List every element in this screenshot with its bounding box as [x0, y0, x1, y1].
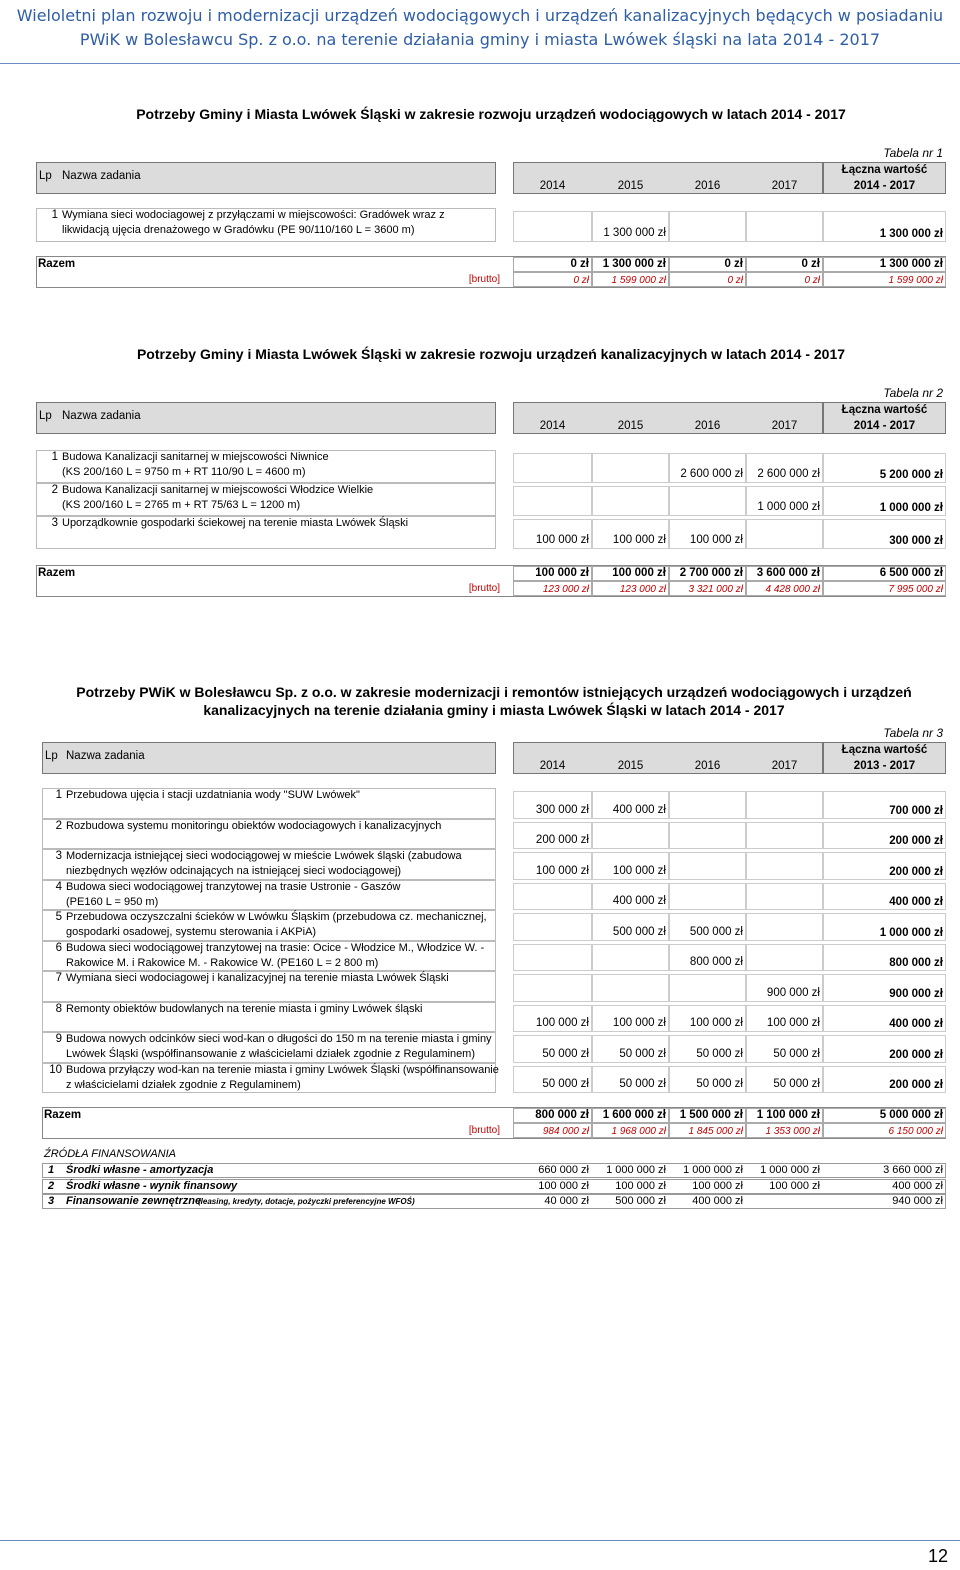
row-name-line-2: Rakowice M. i Rakowice M. - Rakowice W. (PE160 L = 2 800 m): [66, 956, 379, 969]
row-name-line-1: Budowa sieci wodociągowej tranzytowej na trasie: Ocice - Włodzice M., Włodzice W. -: [66, 941, 485, 954]
row-name-line-2: (PE160 L = 950 m): [66, 895, 159, 908]
row-value: 2 600 000 zł: [757, 468, 820, 480]
value-cell: [669, 486, 746, 516]
row-value: 2 600 000 zł: [680, 468, 743, 480]
table-number: Tabela nr 2: [883, 386, 943, 400]
row-name-line-1: Wymiana sieci wodociagowej z przyłączami w miejscowości: Gradówek wraz z: [62, 209, 445, 221]
row-value: 300 000 zł: [535, 803, 589, 816]
row-lp: 10: [49, 1063, 62, 1076]
row-value: 800 000 zł: [689, 956, 743, 968]
header-year: 2015: [617, 760, 644, 772]
header-total-years: 2014 - 2017: [853, 420, 916, 432]
table-title: Potrzeby Gminy i Miasta Lwówek Śląski w zakresie rozwoju urządzeń wodociągowych w latach 2014 - 2017: [136, 106, 846, 122]
header-year: 2014: [539, 180, 566, 192]
row-name-line-2: (KS 200/160 L = 9750 m + RT 110/90 L = 4600 m): [62, 466, 306, 478]
brutto-label: [brutto]: [468, 274, 500, 285]
header-total-years: 2014 - 2017: [853, 180, 916, 192]
sum-value: 3 600 000 zł: [756, 567, 820, 579]
financing-value: 100 000 zł: [769, 1179, 820, 1192]
row-lp: 3: [51, 517, 58, 529]
financing-value: 400 000 zł: [692, 1195, 743, 1207]
row-value: 1 300 000 zł: [603, 227, 666, 239]
header-year: 2017: [771, 760, 798, 772]
header-year: 2014: [539, 420, 566, 432]
header-year: 2017: [771, 420, 798, 432]
row-value: 100 000 zł: [766, 1017, 820, 1029]
value-cell: [513, 486, 592, 516]
sum-value: 1 100 000 zł: [756, 1109, 820, 1121]
brutto-value: 0 zł: [804, 275, 820, 286]
header-year: 2017: [771, 180, 798, 192]
row-total: 200 000 zł: [889, 1079, 943, 1091]
value-cell: [746, 883, 823, 911]
header-name: Nazwa zadania: [62, 170, 141, 182]
row-total: 1 300 000 zł: [879, 228, 943, 240]
row-value: 400 000 zł: [612, 895, 666, 907]
table-title-line-1: Potrzeby PWiK w Bolesławcu Sp. z o.o. w zakresie modernizacji i remontów istniejących urządzeń wodociągowych i urządzeń: [76, 684, 912, 700]
row-lp: 8: [55, 1002, 62, 1015]
brutto-value: 1 845 000 zł: [688, 1126, 743, 1137]
value-cell: [669, 883, 746, 911]
financing-lp: 2: [48, 1179, 55, 1192]
row-lp: 2: [55, 819, 62, 832]
row-name-line-2: gospodarki osadowej, systemu sterowania i AKPiA): [66, 926, 317, 938]
value-cell: [513, 944, 592, 972]
financing-value: 1 000 000 zł: [760, 1164, 820, 1176]
financing-total: 400 000 zł: [892, 1179, 943, 1192]
row-total: 1 000 000 zł: [879, 502, 943, 514]
header-total-label: Łączna wartość: [841, 744, 928, 756]
header-lp: Lp: [39, 170, 52, 182]
row-lp: 4: [55, 880, 62, 893]
row-value: 100 000 zł: [535, 1017, 589, 1029]
brutto-value: 1 599 000 zł: [611, 275, 666, 286]
header-year: 2016: [694, 180, 721, 192]
page-header: [0, 0, 960, 64]
brutto-value: 4 428 000 zł: [765, 584, 820, 595]
financing-value: 500 000 zł: [615, 1195, 666, 1207]
razem-label: Razem: [38, 567, 76, 579]
value-cell: [669, 211, 746, 242]
sum-value: 800 000 zł: [535, 1109, 589, 1121]
value-cell: [746, 791, 823, 819]
sum-value: 0 zł: [801, 258, 820, 270]
row-value: 50 000 zł: [619, 1047, 666, 1060]
sum-value: 1 600 000 zł: [602, 1109, 666, 1121]
row-value: 50 000 zł: [542, 1078, 589, 1090]
value-cell: [669, 974, 746, 1002]
row-name-line-1: Przebudowa ujęcia i stacji uzdatniania wody "SUW Lwówek": [66, 789, 360, 801]
row-value: 100 000 zł: [689, 534, 743, 546]
sum-value: 2 700 000 zł: [679, 567, 743, 579]
financing-total: 3 660 000 zł: [883, 1164, 943, 1176]
row-name-line-1: Budowa Kanalizacji sanitarnej w miejscowości Niwnice: [62, 451, 329, 463]
sum-total: 6 500 000 zł: [879, 567, 943, 579]
financing-value: 1 000 000 zł: [683, 1164, 743, 1176]
brutto-value: 0 zł: [727, 275, 743, 286]
financing-value: 100 000 zł: [692, 1179, 743, 1192]
row-value: 500 000 zł: [612, 925, 666, 938]
row-value: 100 000 zł: [612, 1017, 666, 1029]
razem-label: Razem: [44, 1109, 82, 1121]
row-total: 300 000 zł: [889, 535, 943, 547]
row-name-line-2: niezbędnych węzłów odcinających na istniejącej sieci wodociągowej): [66, 865, 402, 877]
value-cell: [592, 486, 669, 516]
header-year: 2016: [694, 760, 721, 772]
header-year: 2014: [539, 760, 566, 772]
value-cell: [669, 791, 746, 819]
row-value: 200 000 zł: [535, 834, 589, 846]
row-value: 100 000 zł: [535, 534, 589, 546]
row-value: 50 000 zł: [619, 1078, 666, 1090]
row-value: 50 000 zł: [773, 1047, 820, 1060]
row-total: 900 000 zł: [889, 987, 943, 1000]
row-value: 100 000 zł: [535, 864, 589, 877]
financing-name: Środki własne - amortyzacja: [66, 1164, 214, 1176]
brutto-value: 0 zł: [573, 275, 589, 286]
row-lp: 5: [55, 911, 62, 923]
row-name-line-1: Budowa Kanalizacji sanitarnej w miejscowości Włodzice Wielkie: [62, 484, 374, 496]
header-total-label: Łączna wartość: [841, 164, 928, 176]
value-cell: [513, 453, 592, 483]
brutto-value: 1 353 000 zł: [765, 1126, 820, 1137]
row-lp: 2: [51, 484, 58, 496]
row-value: 50 000 zł: [696, 1047, 743, 1060]
row-lp: 1: [51, 209, 58, 221]
row-name-line-1: Budowa przyłączy wod-kan na terenie miasta i gminy Lwówek Śląski (współfinansowanie: [66, 1063, 499, 1076]
financing-title: ŹRÓDŁA FINANSOWANIA: [44, 1148, 177, 1160]
table-title: Potrzeby Gminy i Miasta Lwówek Śląski w zakresie rozwoju urządzeń kanalizacyjnych w latach 2014 - 2017: [136, 346, 846, 362]
value-cell: [746, 519, 823, 549]
financing-lp: 1: [48, 1164, 55, 1176]
financing-name: Środki własne - wynik finansowy: [66, 1179, 238, 1192]
row-name-line-1: Rozbudowa systemu monitoringu obiektów wodociagowych i kanalizacyjnych: [66, 819, 442, 832]
value-cell: [746, 822, 823, 850]
header-year: 2015: [617, 420, 644, 432]
brutto-value: 1 968 000 zł: [611, 1126, 666, 1137]
row-total: 5 200 000 zł: [879, 469, 943, 481]
sum-value: 1 300 000 zł: [602, 258, 666, 270]
table-title-line-2: kanalizacyjnych na terenie działania gminy i miasta Lwówek Śląski w latach 2014 - 2017: [203, 702, 785, 718]
sum-value: 1 500 000 zł: [679, 1109, 743, 1121]
footer-rule: [0, 1540, 960, 1541]
financing-name: Finansowanie zewnętrzne: [66, 1195, 202, 1207]
financing-value: 660 000 zł: [538, 1164, 589, 1176]
brutto-total: 7 995 000 zł: [888, 584, 943, 595]
page-number: 12: [927, 1546, 948, 1566]
brutto-value: 3 321 000 zł: [688, 584, 743, 595]
header-name: Nazwa zadania: [66, 750, 145, 762]
header-total-years: 2013 - 2017: [853, 760, 916, 772]
row-lp: 7: [55, 972, 62, 984]
financing-value: 1 000 000 zł: [606, 1164, 666, 1176]
row-name-line-2: Lwówek Śląski (współfinansowanie z właścicielami działek zgodnie z Regulaminem): [66, 1048, 476, 1060]
value-cell: [513, 211, 592, 242]
row-value: 100 000 zł: [612, 864, 666, 877]
value-cell: [513, 913, 592, 941]
razem-label: Razem: [38, 258, 76, 270]
row-total: 200 000 zł: [889, 835, 943, 847]
row-total: 400 000 zł: [889, 1018, 943, 1030]
value-cell: [669, 852, 746, 880]
header-year: 2016: [694, 420, 721, 432]
row-total: 700 000 zł: [889, 804, 943, 817]
value-cell: [592, 974, 669, 1002]
row-value: 50 000 zł: [773, 1078, 820, 1090]
row-lp: 9: [55, 1033, 62, 1045]
value-cell: [746, 913, 823, 941]
table-number: Tabela nr 1: [883, 146, 943, 160]
row-lp: 3: [55, 850, 62, 862]
row-name-line-1: Modernizacja istniejącej sieci wodociągowej w mieście Lwówek śląski (zabudowa: [66, 850, 462, 862]
row-value: 100 000 zł: [689, 1017, 743, 1029]
brutto-label: [brutto]: [468, 583, 500, 594]
financing-lp: 3: [48, 1195, 55, 1207]
header-total-label: Łączna wartość: [841, 404, 928, 416]
row-value: 900 000 zł: [766, 986, 820, 999]
row-name-line-2: z właścicielami działek zgodnie z Regulaminem): [66, 1078, 301, 1091]
row-value: 50 000 zł: [542, 1047, 589, 1060]
brutto-value: 984 000 zł: [542, 1126, 589, 1137]
value-cell: [746, 852, 823, 880]
row-name-line-1: Budowa nowych odcinków sieci wod-kan o długości do 150 m na terenie miasta i gminy: [66, 1033, 492, 1045]
row-value: 400 000 zł: [612, 803, 666, 816]
row-value: 100 000 zł: [612, 534, 666, 546]
row-name-line-1: Budowa sieci wodociągowej tranzytowej na trasie Ustronie - Gaszów: [66, 880, 401, 893]
row-name-line-1: Remonty obiektów budowlanych na terenie miasta i gminy Lwówek śląski: [66, 1002, 423, 1015]
financing-note: (leasing, kredyty, dotacje, pożyczki preferencyjne WFOŚ): [198, 1197, 415, 1206]
financing-total: 940 000 zł: [892, 1195, 943, 1207]
sum-value: 100 000 zł: [535, 567, 589, 579]
row-total: 200 000 zł: [889, 1048, 943, 1061]
table-number: Tabela nr 3: [883, 726, 943, 740]
value-cell: [669, 822, 746, 850]
sum-total: 1 300 000 zł: [879, 258, 943, 270]
sum-value: 0 zł: [570, 258, 589, 270]
row-value: 1 000 000 zł: [757, 501, 820, 513]
row-value: 500 000 zł: [689, 925, 743, 938]
row-name-line-1: Przebudowa oczyszczalni ścieków w Lwówku Śląskim (przebudowa cz. mechanicznej,: [66, 911, 487, 923]
row-total: 200 000 zł: [889, 865, 943, 878]
header-year: 2015: [617, 180, 644, 192]
row-lp: 1: [51, 451, 58, 463]
value-cell: [513, 974, 592, 1002]
row-name-line-1: Wymiana sieci wodociagowej i kanalizacyjnej na terenie miasta Lwówek Śląski: [66, 972, 449, 984]
brutto-value: 123 000 zł: [542, 584, 589, 595]
header-name: Nazwa zadania: [62, 410, 141, 422]
brutto-value: 123 000 zł: [619, 584, 666, 595]
financing-value: 100 000 zł: [615, 1179, 666, 1192]
row-lp: 6: [55, 941, 62, 954]
header-line-2: PWiK w Bolesławcu Sp. z o.o. na terenie działania gminy i miasta Lwówek śląski na lata 2014 - 2017: [79, 30, 881, 49]
sum-value: 0 zł: [724, 258, 743, 270]
header-lp: Lp: [45, 750, 58, 762]
value-cell: [513, 883, 592, 911]
row-name-line-1: Uporządkownie gospodarki ściekowej na terenie miasta Lwówek Śląski: [62, 517, 409, 529]
header-lp: Lp: [39, 410, 52, 422]
financing-value: 100 000 zł: [538, 1179, 589, 1192]
row-total: 1 000 000 zł: [879, 926, 943, 939]
brutto-total: 6 150 000 zł: [888, 1126, 943, 1137]
row-name-line-2: likwidacją ujęcia drenażowego w Gradówku (PE 90/110/160 L = 3600 m): [62, 224, 415, 236]
brutto-total: 1 599 000 zł: [888, 275, 943, 286]
sum-value: 100 000 zł: [612, 567, 666, 579]
row-total: 800 000 zł: [889, 957, 943, 969]
header-line-1: Wieloletni plan rozwoju i modernizacji urządzeń wodociągowych i urządzeń kanalizacyjnych będących w posiadaniu: [16, 6, 944, 25]
value-cell: [746, 211, 823, 242]
row-lp: 1: [55, 789, 62, 801]
brutto-label: [brutto]: [468, 1125, 500, 1136]
sum-total: 5 000 000 zł: [879, 1109, 943, 1121]
value-cell: [592, 453, 669, 483]
row-value: 50 000 zł: [696, 1078, 743, 1090]
value-cell: [592, 822, 669, 850]
row-name-line-2: (KS 200/160 L = 2765 m + RT 75/63 L = 1200 m): [62, 499, 301, 511]
financing-value: 40 000 zł: [544, 1195, 589, 1207]
value-cell: [746, 944, 823, 972]
row-total: 400 000 zł: [889, 896, 943, 908]
value-cell: [592, 944, 669, 972]
